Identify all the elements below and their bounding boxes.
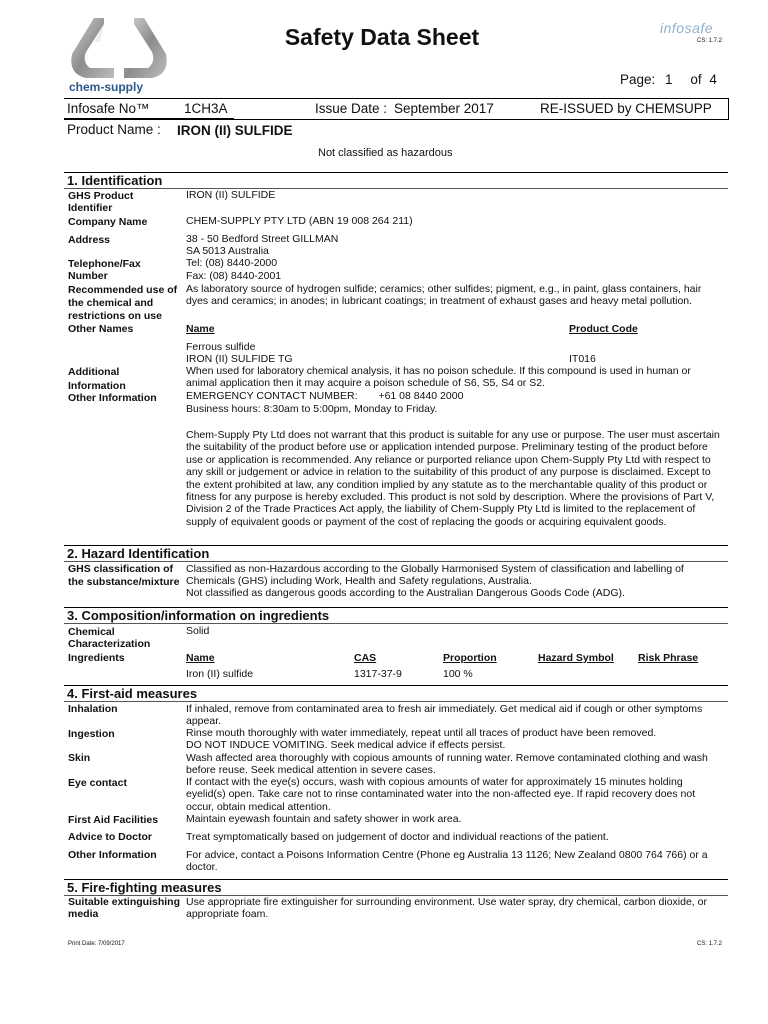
header-cs-version: CS: 1.7.2 (697, 38, 723, 44)
issue-date: September 2017 (394, 101, 494, 116)
other-name-row (186, 353, 636, 365)
reissued-by: RE-ISSUED by CHEMSUPP (540, 101, 712, 116)
emergency-line (186, 390, 726, 402)
infosafe-no-label: Infosafe No™ (67, 101, 150, 116)
disclaimer: Chem-Supply Pty Ltd does not warrant that this product is suitable for any use or purpose. The user must ascertain the suitability of the product before use or application intended purpose. Preliminary testing of the product before use or application is recommended. Any reliance or purported reliance upon Chem-Supply Pty Ltd with respect to any skill or judgement or advice in relation to the suitability of this product of any purpose is disclaimed. Except to the extent prohibited at law, any condition implied by any statute as to the merchantable quality of this product or fitness for any purpose is hereby excluded. This product is not sold by description. Where the provisions of Part V, Division 2 of the Trade Practices Act apply, the liability of Chem-Supply Pty Ltd is limited to the replacement of supply of equivalent goods or payment of the cost of replacing the goods or acquiring equivalent goods. (186, 429, 720, 528)
page-label: Page: (620, 72, 656, 87)
extinguishing-media-value: Use appropriate fire extinguisher for surrounding environment. Use water spray, dry chemical, carbon dioxide, or appropriate foam. (186, 896, 707, 921)
first-aid-other-value: For advice, contact a Poisons Information Centre (Phone eg Australia 13 1126; New Zealand 0800 764 766) or a doctor. (186, 849, 708, 874)
section-4-title: 4. First-aid measures (67, 686, 198, 701)
section-4-header (64, 685, 728, 702)
brand-name: chem-supply (69, 80, 144, 94)
infosafe-no: 1CH3A (184, 101, 228, 116)
company-name-value: CHEM-SUPPLY PTY LTD (ABN 19 008 264 211) (186, 215, 413, 227)
info-bar (64, 98, 729, 120)
ingredient-proportion: 100 % (443, 668, 473, 680)
other-info-label: Other Information (68, 392, 157, 404)
extinguishing-media-label: Suitable extinguishing media (68, 896, 181, 921)
other-names-col-code: Product Code (569, 323, 638, 335)
product-code: IT016 (569, 353, 596, 365)
section-5-title: 5. Fire-fighting measures (67, 880, 222, 895)
col-name: Name (186, 652, 215, 664)
page-total: 4 (709, 72, 717, 87)
section-5-header (64, 879, 728, 896)
infosafe-logo: infosafe (660, 20, 714, 36)
address-line-2: SA 5013 Australia (186, 245, 269, 257)
company-name-label: Company Name (68, 216, 148, 228)
recommended-use-label: Recommended use of the chemical and restrictions on use (68, 284, 178, 323)
address-label: Address (68, 234, 111, 246)
address-line-1: 38 - 50 Bedford Street GILLMAN (186, 233, 339, 245)
product-name: IRON (II) SULFIDE (177, 123, 293, 138)
ingestion-value-1: Rinse mouth thoroughly with water immediately, repeat until all traces of product have been removed. (186, 727, 657, 739)
page-number: 1 (665, 72, 673, 87)
issue-date-label: Issue Date : (315, 101, 388, 116)
additional-info-value: When used for laboratory chemical analysis, it has no poison schedule. If this compound is used in human or animal application then it may acquire a poison schedule of S6, S5, S4 or S2. (186, 365, 691, 390)
info-bar-divider (64, 118, 234, 119)
other-name: Ferrous sulfide (186, 341, 256, 353)
page-indicator (620, 72, 717, 88)
hazard-classification: Not classified as hazardous (318, 147, 453, 159)
skin-value: Wash affected area thoroughly with copious amounts of running water. Remove contaminated clothing and wash before reuse. Seek medical attention in severe cases. (186, 752, 708, 777)
footer-cs-version: CS: 1.7.2 (697, 941, 723, 947)
ingestion-label: Ingestion (68, 728, 115, 740)
ghs-classification-value: Classified as non-Hazardous according to the Globally Harmonised System of classification and labelling of Chemicals (GHS) including Work, Health and Safety regulations, Australia. (186, 563, 684, 588)
col-proportion: Proportion (443, 652, 497, 664)
col-cas: CAS (354, 652, 377, 664)
section-2-header (64, 545, 728, 562)
advice-to-doctor-label: Advice to Doctor (68, 831, 153, 843)
business-hours: Business hours: 8:30am to 5:00pm, Monday to Friday. (186, 403, 438, 415)
product-name-label: Product Name : (67, 122, 161, 137)
telephone-value: Tel: (08) 8440-2000 (186, 257, 278, 269)
eye-contact-value: If contact with the eye(s) occurs, wash with copious amounts of water for approximately 15 minutes holding eyelid(s) open. Take care not to rinse contaminated water into the non-affected eye. If rapid recovery does not occur, obtain medical attention. (186, 776, 696, 813)
eye-contact-label: Eye contact (68, 777, 127, 789)
section-2-title: 2. Hazard Identification (67, 546, 210, 561)
first-aid-other-label: Other Information (68, 849, 157, 861)
section-1-title: 1. Identification (67, 173, 163, 188)
other-names-col-name: Name (186, 323, 215, 335)
ghs-identifier-label: GHS Product Identifier (68, 190, 134, 215)
chem-char-value: Solid (186, 625, 210, 637)
section-3-header (64, 607, 728, 624)
emergency-label: EMERGENCY CONTACT NUMBER: (186, 390, 358, 402)
other-names-label: Other Names (68, 323, 134, 335)
ingredients-label: Ingredients (68, 652, 125, 664)
additional-info-label: Additional Information (68, 366, 126, 392)
section-3-title: 3. Composition/information on ingredients (67, 608, 330, 623)
chem-supply-logo-icon (64, 14, 174, 84)
other-name-row (186, 341, 255, 353)
advice-to-doctor-value: Treat symptomatically based on judgement of doctor and individual reactions of the patient. (186, 831, 609, 843)
col-hazard-symbol: Hazard Symbol (538, 652, 614, 664)
ingredient-cas: 1317-37-9 (354, 668, 402, 680)
emergency-number: +61 08 8440 2000 (378, 390, 464, 402)
ingredients-table (186, 652, 726, 682)
skin-label: Skin (68, 752, 91, 764)
recommended-use-value: As laboratory source of hydrogen sulfide; ceramics; other sulfides; pigment, e.g., in paint, glass containers, hair dyes and ceramics; in anodes; in lubricant coatings; in treatment of exhaust gases and heavy metal pollution. (186, 283, 702, 308)
print-date: Print Date: 7/09/2017 (68, 941, 125, 947)
fax-value: Fax: (08) 8440-2001 (186, 270, 282, 282)
inhalation-value: If inhaled, remove from contaminated area to fresh air immediately. Get medical aid if cough or other symptoms appear. (186, 703, 703, 728)
col-risk-phrase: Risk Phrase (638, 652, 699, 664)
section-1-header (64, 172, 728, 189)
document-title: Safety Data Sheet (284, 24, 480, 50)
ingredient-name: Iron (II) sulfide (186, 668, 254, 680)
first-aid-facilities-value: Maintain eyewash fountain and safety shower in work area. (186, 813, 462, 825)
ingestion-value-2: DO NOT INDUCE VOMITING. Seek medical advice if effects persist. (186, 739, 506, 751)
page-of: of (690, 72, 702, 87)
inhalation-label: Inhalation (68, 703, 118, 715)
chem-char-label: Chemical Characterization (68, 626, 151, 651)
telephone-label: Telephone/Fax Number (68, 258, 141, 283)
ghs-identifier-value: IRON (II) SULFIDE (186, 189, 276, 201)
other-name: IRON (II) SULFIDE TG (186, 353, 293, 365)
adg-classification-value: Not classified as dangerous goods according to the Australian Dangerous Goods Code (ADG). (186, 587, 625, 599)
company-logo (64, 14, 174, 98)
ghs-classification-label: GHS classification of the substance/mixture (68, 563, 180, 589)
first-aid-facilities-label: First Aid Facilities (68, 814, 159, 826)
